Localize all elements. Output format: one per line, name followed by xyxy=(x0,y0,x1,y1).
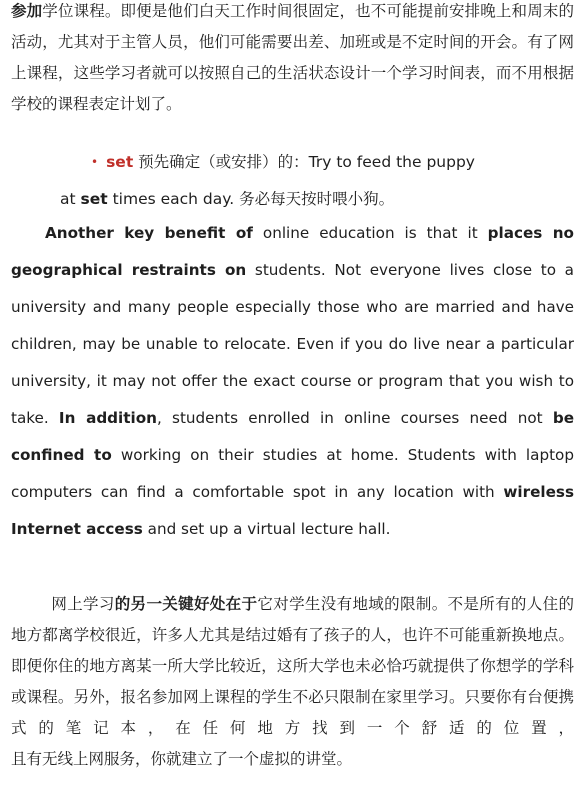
vocab-meaning: 预先确定（或安排）的：Try to feed the puppy xyxy=(133,153,475,171)
vocab-example-word: set xyxy=(80,190,108,208)
paragraph-text: students. Not everyone lives close to a university and many people especially those who are married and have children, may be unable to relocate. Even if you do live near a particular university, it may not offer the exact course or program that you wish to take. xyxy=(11,261,574,427)
bold-phrase: 的另一关键好处在于 xyxy=(114,595,258,613)
paragraph-text: and set up a virtual lecture hall. xyxy=(142,520,391,538)
paragraph-chinese-1 xyxy=(11,0,574,120)
paragraph-text: online education is that it xyxy=(252,224,488,242)
vocab-example-pre: at xyxy=(60,190,81,208)
bullet-icon: • xyxy=(91,155,99,169)
vocab-line-2 xyxy=(11,181,574,218)
vocab-note xyxy=(11,144,574,218)
bold-phrase: Another key benefit of xyxy=(45,224,253,242)
paragraph-chinese-2 xyxy=(11,589,574,775)
bold-phrase: In addition xyxy=(58,409,157,427)
paragraph-text: , students enrolled in online courses need not xyxy=(156,409,553,427)
paragraph-english xyxy=(11,215,574,548)
bold-phrase: places no geographical restraints on xyxy=(11,224,574,279)
paragraph-text: 学位课程。即便是他们白天工作时间很固定，也不可能提前安排晚上和周末的活动，尤其对于主管人员，他们可能需要出差、加班或是不定时间的开会。有了网上课程，这些学习者就可以按照自己的生活状态设计一个学习时间表，而不用根据学校的课程表定计划了。 xyxy=(11,2,574,113)
bold-phrase: 参加 xyxy=(11,2,43,20)
bold-phrase: wireless Internet access xyxy=(11,483,574,538)
vocab-word: set xyxy=(106,153,134,171)
paragraph-text: 网上学习 xyxy=(51,595,115,613)
paragraph-text: working on their studies at home. Students with laptop computers can find a comfortable spot in any location with xyxy=(11,446,574,501)
vocab-line-1 xyxy=(11,144,574,181)
paragraph-text: 且有无线上网服务，你就建立了一个虚拟的讲堂。 xyxy=(11,750,353,768)
vocab-example-post: times each day. 务必每天按时喂小狗。 xyxy=(107,190,395,208)
bold-phrase: be confined to xyxy=(11,409,575,464)
paragraph-text: 它对学生没有地域的限制。不是所有的人住的地方都离学校很近，许多人尤其是结过婚有了孩子的人，也许不可能重新换地点。即便你住的地方离某一所大学比较近，这所大学也未必恰巧就提供了你想学的学科或课程。另外，报名参加网上课程的学生不必只限制在家里学习。只要你有台便携式的笔记本，在任何地方找到一个舒适的位置， xyxy=(11,595,574,737)
